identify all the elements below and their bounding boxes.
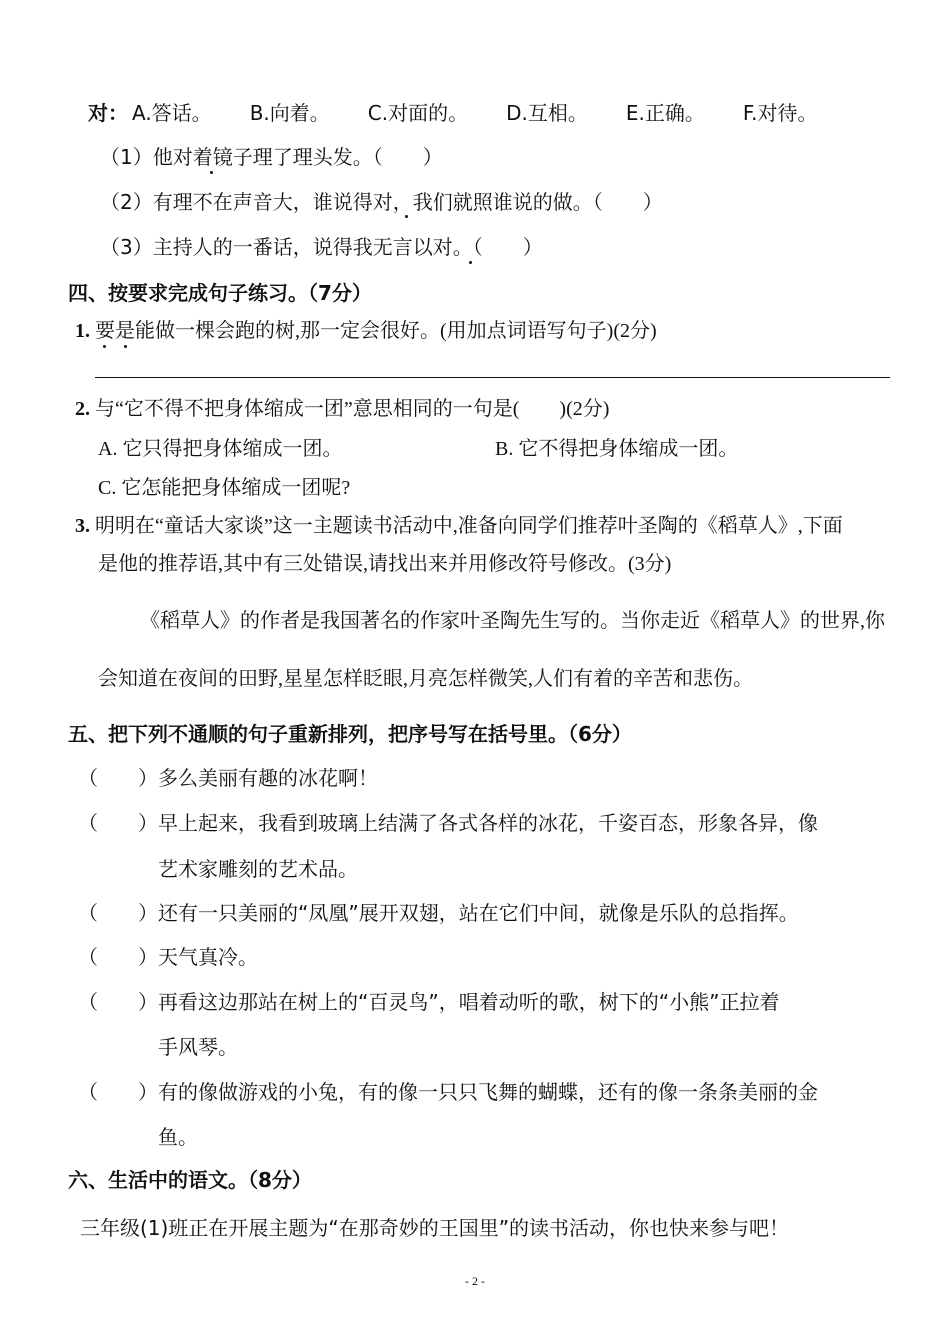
passage-line-2: 会知道在夜间的田野,星星怎样眨眼,月亮怎样微笑,人们有着的辛苦和悲伤。 [98,668,753,690]
answer-parentheses[interactable]: （ ） [78,990,158,1014]
emphasis-dot [210,171,213,174]
reorder-item-3 [78,899,799,927]
answer-parentheses[interactable]: （ ） [78,1080,158,1104]
word-item-2: （2）有理不在声音大，谁说得对，我们就照谁说的做。（ ） [100,190,663,214]
reorder-item-2-cont: 艺术家雕刻的艺术品。 [158,857,358,881]
sentence-text: 再看这边那站在树上的“百灵鸟”，唱着动听的歌，树下的“小熊”正拉着 [158,990,780,1014]
question-text: 与“它不得不把身体缩成一团”意思相同的一句是( )(2分) [95,398,610,420]
reorder-item-5-cont: 手风琴。 [158,1035,238,1059]
sentence-text: 天气真冷。 [158,945,258,969]
section-6-heading: 六、生活中的语文。（8分） [68,1168,312,1192]
reorder-item-6-cont: 鱼。 [158,1125,198,1149]
page-number: - 2 - [465,1274,485,1288]
sentence-text: 早上起来，我看到玻璃上结满了各式各样的冰花，千姿百态，形象各异，像 [158,811,818,835]
sentence-text: 有的像做游戏的小兔，有的像一只只飞舞的蝴蝶，还有的像一条条美丽的金 [158,1080,818,1104]
emphasis-dot [103,345,106,348]
passage-line-1: 《稻草人》的作者是我国著名的作家叶圣陶先生写的。当你走近《稻草人》的世界,你 [140,610,885,632]
question-number: 3. [75,515,90,537]
option-4-2-b: B. 它不得把身体缩成一团。 [495,438,739,460]
option-d: D.互相。 [506,101,588,125]
answer-parentheses[interactable]: （ ） [78,901,158,925]
question-4-2 [75,395,609,423]
option-4-2-a: A. 它只得把身体缩成一团。 [98,438,343,460]
answer-parentheses[interactable]: （ ） [78,811,158,835]
word-item-3: （3）主持人的一番话，说得我无言以对。（ ） [100,235,543,259]
sentence-text: 还有一只美丽的“凤凰”展开双翅，站在它们中间，就像是乐队的总指挥。 [158,901,799,925]
word-item-1: （1）他对着镜子理了理头发。（ ） [100,145,443,169]
question-text: 要是能做一棵会跑的树,那一定会很好。(用加点词语写句子)(2分) [95,320,657,342]
answer-line[interactable] [95,377,890,378]
reorder-item-6 [78,1078,818,1106]
reorder-item-5 [78,988,779,1016]
section-6-intro: 三年级(1)班正在开展主题为“在那奇妙的王国里”的读书活动，你也快来参与吧！ [80,1216,790,1240]
reorder-item-1 [78,764,378,792]
word-meaning-options [88,99,818,127]
emphasis-dot [124,345,127,348]
word-label: 对： [88,101,128,125]
question-number: 2. [75,398,90,420]
option-b: B.向着。 [249,101,330,125]
emphasis-dot [405,215,408,218]
option-4-2-c: C. 它怎能把身体缩成一团呢? [98,477,351,499]
section-5-heading: 五、把下列不通顺的句子重新排列，把序号写在括号里。（6分） [68,722,632,746]
reorder-item-2 [78,809,818,837]
question-4-1 [75,317,657,345]
answer-parentheses[interactable]: （ ） [78,766,158,790]
question-4-3 [75,512,843,540]
option-e: E.正确。 [625,101,705,125]
reorder-item-4 [78,943,258,971]
answer-parentheses[interactable]: （ ） [78,945,158,969]
question-number: 1. [75,320,90,342]
question-4-3-cont: 是他的推荐语,其中有三处错误,请找出来并用修改符号修改。(3分) [98,553,672,575]
option-a: A.答话。 [132,101,212,125]
option-f: F.对待。 [742,101,818,125]
emphasis-dot [469,261,472,264]
question-text: 明明在“童话大家谈”这一主题读书活动中,准备向同学们推荐叶圣陶的《稻草人》,下面 [95,515,843,537]
section-4-heading: 四、按要求完成句子练习。（7分） [68,281,372,305]
sentence-text: 多么美丽有趣的冰花啊！ [158,766,378,790]
option-c: C.对面的。 [367,101,469,125]
